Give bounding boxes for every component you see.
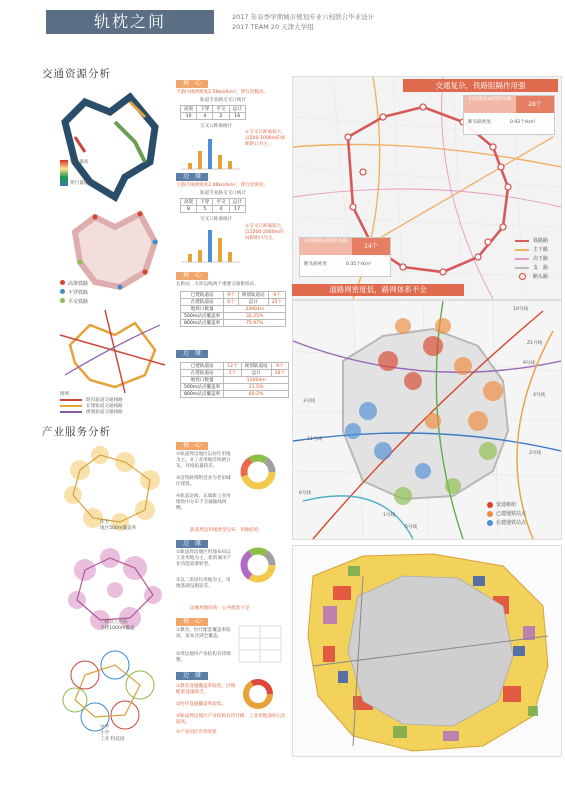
e-r0-1: 12个 [224, 363, 241, 370]
chart2-note: ①交叉口距离较大，以1000-2000m的间距距口为主。 [245, 224, 286, 241]
box1-value: 28个 [516, 96, 554, 113]
core-header-2: 核 心 [176, 272, 208, 280]
th2-total: 总计 [229, 199, 245, 206]
line-label-11: 11号线 [307, 437, 323, 442]
road-legend-3: 支 路 [533, 265, 549, 271]
metro-legend-1: 已建地铁站点 [496, 511, 527, 517]
box1b-value: 0.92个/km² [510, 120, 536, 125]
crossing-table-edge [180, 198, 246, 213]
line-label-3: 3号线 [303, 399, 316, 404]
ind2-legend-1: 半径1000m覆盖 [100, 626, 135, 631]
td-edge-elevated: 8 [181, 206, 197, 213]
ind3-legend-0: 中学 [100, 725, 110, 730]
line-label-6: 6号线 [299, 491, 312, 496]
ind-caption1: 轨道周边用地类型分布 · 用地结构 [190, 528, 259, 533]
line-label-2: 2号线 [529, 451, 542, 456]
hub-dot-icon [487, 502, 493, 508]
c-r4-val: 75.97% [224, 320, 286, 327]
e-r0-0: 已建轨道站 [181, 363, 224, 370]
chart2-title: 交叉口距离统计 [200, 217, 233, 222]
header-subtitle-cn: 2017 年春季学期城市规划专业六校联合毕业设计 [232, 13, 375, 21]
ind-note2: ③沿铁路带附近多为老旧城区建筑。 [176, 476, 231, 487]
edge-header-1: 边 缘 [176, 173, 208, 181]
edge-header-2: 边 缘 [176, 350, 208, 358]
e-r1-1: 1个 [224, 370, 241, 377]
deadend-box-core [463, 95, 555, 135]
core-header-4: 核 心 [176, 618, 208, 626]
c-r0-0: 已建轨道站 [181, 292, 224, 299]
td-edge-total: 17 [229, 206, 245, 213]
box1-label: 由铁路造成的断头路 [464, 96, 516, 113]
th2-underpass: 下穿 [197, 199, 213, 206]
box2-label: 由铁路造成的断头路 [300, 238, 352, 255]
c-r4-0: 800m站点覆盖率 [181, 320, 224, 327]
td-core-elevated: 10 [181, 113, 197, 120]
railway-crossing-legend [60, 280, 88, 307]
road-legend [515, 237, 557, 282]
ind3-legend-2: 工业 科技园 [100, 737, 125, 742]
building-station-dot-icon [487, 520, 493, 526]
chart1-note: ①交叉口距离较大，以500-1000m的间距距口为主。 [245, 130, 286, 147]
heat-high-label: 穿行量高 [70, 160, 89, 165]
section-title-industry: 产业服务分析 [42, 426, 111, 438]
table1-title: 轨道专业路交叉口统计 [200, 98, 246, 103]
box2b-value: 0.35个/km² [346, 262, 372, 267]
th-underpass: 下穿 [197, 106, 213, 113]
c-r3-0: 500m站点覆盖率 [181, 313, 224, 320]
line-label-4: 4号线 [533, 393, 546, 398]
section-title-traffic: 交通资源分析 [42, 68, 111, 80]
th-total: 总计 [229, 106, 245, 113]
td-edge-level: 4 [213, 206, 229, 213]
e-r2-0: 地铁口数量 [181, 377, 224, 384]
td-core-total: 16 [229, 113, 245, 120]
box1b-label: 断头路密度 [468, 120, 491, 125]
heat-scale-bar [60, 160, 68, 186]
station-table-core [180, 291, 286, 327]
crossing-table-core [180, 105, 246, 120]
road-legend-1: 主干路 [533, 247, 549, 253]
legend-existing-line: 既有轨道交通线路 [86, 398, 123, 403]
e-r3-0: 500m站点覆盖率 [181, 384, 224, 391]
td-core-underpass: 4 [197, 113, 213, 120]
header-subtitle-en: 2017 TEAM 20 天津大学组 [232, 23, 314, 31]
e-r4-val: 60.2% [224, 391, 289, 398]
c-r2-val: 33904m [224, 306, 286, 313]
c-r1-2: 总计 [238, 299, 268, 306]
road-network-map [292, 76, 562, 300]
road-legend-swatch-2 [515, 258, 529, 260]
landuse-map [292, 545, 562, 757]
legend-elevated: 高架铁路 [68, 281, 89, 287]
road-legend-0: 铁路路 [533, 238, 549, 244]
road-map-banner: 交通复杂，铁路阻隔作用强 [403, 79, 558, 92]
chart1-title: 交叉口距离统计 [200, 124, 233, 129]
rail-lines-map [55, 305, 170, 395]
e-r2-val: 11064m [224, 377, 289, 384]
e-r1-2: 总计 [241, 370, 271, 377]
ind-edge-note3: ①教育设施覆盖率较低，区域配套设施缺乏。 [176, 684, 236, 695]
table2-title: 轨道专业路交叉口统计 [200, 191, 246, 196]
ind-note3: ④轨道北端、东端新工业用地集中分布于交通轴线两侧。 [176, 494, 231, 511]
landuse-donut-edge [238, 545, 278, 585]
station-table-edge [180, 362, 289, 398]
legend-level: 平交铁路 [68, 299, 89, 305]
ind2-legend-0: 二级以上医院 [100, 620, 128, 625]
road-legend-swatch-1 [515, 249, 529, 251]
ind-edge-note1: ①轨道周边地区用地布局以工业用地为主，新的城市产业功能需要转型。 [176, 550, 232, 567]
road-legend-4: 断头路 [533, 274, 549, 280]
ind-core-note5: ②周边地块产业结构有待调整。 [176, 652, 231, 663]
ind-edge-note6: ④产业园区有待更新 [176, 730, 217, 735]
core-header-1: 核 心 [176, 80, 208, 88]
core2-line: 长距站 大环运线两个重要交通枢纽站。 [176, 282, 259, 287]
line-label-1: 1号线 [383, 513, 396, 518]
ind1-legend-0: 住宅 [100, 520, 110, 525]
legend-planned-line: 规划轨道交通线路 [86, 410, 123, 415]
built-station-dot-icon [487, 511, 493, 517]
metro-legend-2: 在建地铁站点 [496, 520, 527, 526]
edge-header-4: 边 缘 [176, 672, 208, 680]
crossing-distance-chart-edge [180, 224, 242, 264]
rail-lines-legend [60, 398, 123, 416]
line-label-10: 10号线 [513, 307, 529, 312]
line-label-z1: Z1号线 [527, 341, 543, 346]
ind-edge-note5: ③轨道周边地区产业结构有待升级，工业用地面积占比较高。 [176, 714, 286, 725]
c-r1-3: 25个 [268, 299, 285, 306]
rail-legend-title: 图例 [60, 392, 70, 397]
core-header-3: 核 心 [176, 442, 208, 450]
ind-core-note4: ①教育、医疗配套覆盖率较高，基本达到全覆盖。 [176, 628, 231, 639]
e-r4-0: 800m站点覆盖率 [181, 391, 224, 398]
crossing-distance-chart-core [180, 131, 242, 171]
c-r1-0: 在建轨道站 [181, 299, 224, 306]
th-elevated: 高架 [181, 106, 197, 113]
landuse-donut-core [238, 452, 278, 492]
road-legend-swatch-3 [515, 267, 529, 269]
ind3-legend [100, 725, 124, 743]
box2b-label: 断头路密度 [304, 262, 327, 267]
c-r0-1: 9个 [224, 292, 239, 299]
ind1-legend-1: 地区500m覆盖率 [100, 526, 137, 531]
ind1-legend [100, 520, 136, 532]
line-label-5: 5号线 [405, 525, 418, 530]
td-edge-underpass: 5 [197, 206, 213, 213]
ind-caption2: 边缘用地结构 · 公共配套不足 [190, 606, 250, 611]
c-r1-1: 6个 [224, 299, 239, 306]
th2-level: 平交 [213, 199, 229, 206]
line-label-9: 9号线 [523, 361, 536, 366]
ind-edge-note2: ②以二类居住用地为主，用地基础设施较差。 [176, 578, 231, 589]
heat-low-label: 穿行量低 [70, 181, 89, 186]
legend-building-line: 在建轨道交通线路 [86, 404, 123, 409]
edge-header-3: 边 缘 [176, 540, 208, 548]
core-density-line: 下游区线网密度2.56km/km²，穿行次数高。 [176, 90, 269, 95]
deadend-box-edge [299, 237, 391, 277]
e-r1-3: 28个 [271, 370, 288, 377]
deadend-dot-icon [519, 273, 526, 280]
ind-note1: ①轨道周边地区以居住用地为主。②工业用地沿铁路分布，环境质量较差。 [176, 452, 231, 469]
edge-density-line: 下游区线网密度2.46km/km²，穿行度密度。 [176, 183, 269, 188]
facility-table-core [238, 625, 282, 665]
metro-station-map [292, 300, 562, 540]
ind-edge-note4: ②医疗设施覆盖率较低。 [176, 702, 227, 707]
th2-elevated: 高架 [181, 199, 197, 206]
e-r0-3: 9个 [271, 363, 288, 370]
c-r0-2: 规划轨道站 [238, 292, 268, 299]
legend-underpass: 下穿铁路 [68, 290, 89, 296]
e-r3-val: 21.5% [224, 384, 289, 391]
page-title: 轨枕之间 [46, 10, 214, 34]
e-r1-0: 在建轨道站 [181, 370, 224, 377]
c-r3-val: 32.25% [224, 313, 286, 320]
e-r0-2: 规划轨道站 [241, 363, 271, 370]
c-r2-0: 地铁口数量 [181, 306, 224, 313]
metro-map-banner: 道路网密度低，路网体系不全 [292, 284, 464, 296]
metro-legend-0: 变通枢纽 [496, 502, 517, 508]
th-level: 平交 [213, 106, 229, 113]
metro-legend [487, 501, 526, 528]
td-core-level: 2 [213, 113, 229, 120]
ind3-legend-1: 小学 [100, 731, 110, 736]
c-r0-3: 9个 [268, 292, 285, 299]
box2-value: 14个 [352, 238, 390, 255]
facility-donut-edge [240, 676, 280, 712]
road-legend-swatch-0 [515, 240, 529, 242]
ind2-legend [100, 620, 135, 632]
road-legend-2: 次干路 [533, 256, 549, 262]
